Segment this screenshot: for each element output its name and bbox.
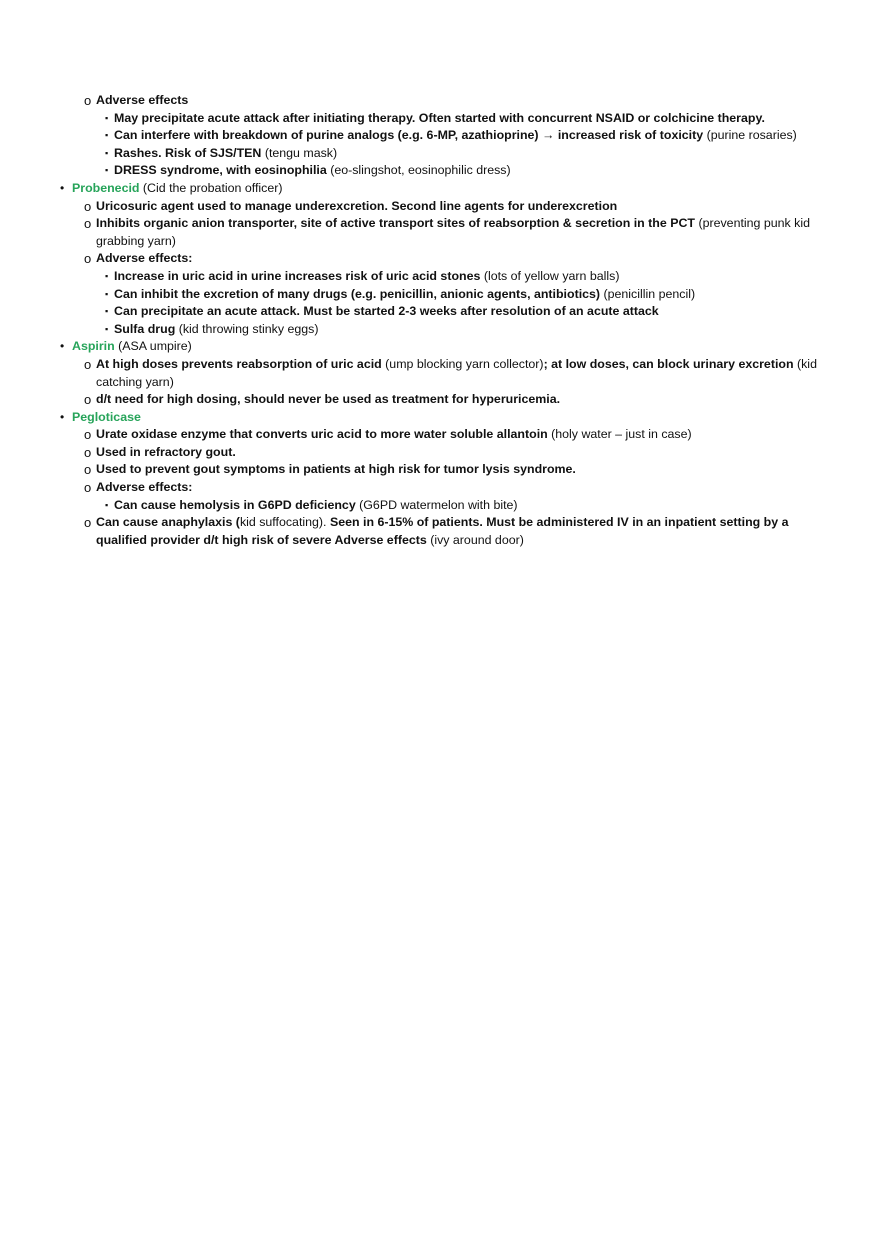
adverse-effects-heading: o Adverse effects: <box>84 480 193 496</box>
drug-heading-probenecid: • Probenecid (Cid the probation officer) <box>58 180 832 198</box>
adverse-effects-heading: o Adverse effects: <box>84 251 193 267</box>
circle-bullet-icon: o <box>84 392 92 408</box>
square-bullet-icon: ▪ <box>105 306 109 317</box>
drug-name: Pegloticase <box>72 409 141 424</box>
list-item: o Urate oxidase enzyme that converts uric acid to more water soluble allantoin (holy water – just in case) <box>84 427 692 443</box>
list-item: ▪ DRESS syndrome, with eosinophilia (eo-slingshot, eosinophilic dress) <box>58 162 832 180</box>
list-item: ▪ May precipitate acute attack after initiating therapy. Often started with concurrent NSAID or colchicine therapy. <box>58 110 832 128</box>
list-item-continuation: catching yarn) <box>96 374 174 389</box>
disc-bullet-icon: • <box>60 409 65 424</box>
square-bullet-icon: ▪ <box>105 323 109 334</box>
circle-bullet-icon: o <box>84 216 92 232</box>
square-bullet-icon: ▪ <box>105 165 109 176</box>
list-item: ▪ Increase in uric acid in urine increases risk of uric acid stones (lots of yellow yarn balls) <box>58 268 832 286</box>
list-item: ▪ Can inhibit the excretion of many drugs (e.g. penicillin, anionic agents, antibiotics) (penicillin pencil) <box>58 286 832 304</box>
square-bullet-icon: ▪ <box>105 270 109 281</box>
list-item: o Used to prevent gout symptoms in patients at high risk for tumor lysis syndrome. <box>84 462 576 478</box>
square-bullet-icon: ▪ <box>105 288 109 299</box>
circle-bullet-icon: o <box>84 251 92 267</box>
list-item: ▪ Can precipitate an acute attack. Must be started 2-3 weeks after resolution of an acute attack <box>58 303 832 321</box>
list-item: o Used in refractory gout. <box>84 444 236 460</box>
list-item: o Inhibits organic anion transporter, site of active transport sites of reabsorption & secretion in the PCT (preventing punk kid <box>84 216 811 232</box>
list-item: ▪ Can cause hemolysis in G6PD deficiency (G6PD watermelon with bite) <box>58 497 832 515</box>
square-bullet-icon: ▪ <box>105 147 109 158</box>
circle-bullet-icon: o <box>84 444 92 460</box>
list-item: ▪ Sulfa drug (kid throwing stinky eggs) <box>58 321 832 339</box>
drug-name: Aspirin <box>72 339 115 354</box>
disc-bullet-icon: • <box>60 339 65 354</box>
square-bullet-icon: ▪ <box>105 112 109 123</box>
drug-heading-aspirin: • Aspirin (ASA umpire) <box>58 338 832 356</box>
list-item: o Can cause anaphylaxis (kid suffocating). Seen in 6-15% of patients. Must be administered IV in an inpatient setting by a <box>84 515 789 531</box>
list-item-continuation: grabbing yarn) <box>96 233 176 248</box>
circle-bullet-icon: o <box>84 356 92 372</box>
disc-bullet-icon: • <box>60 180 65 195</box>
circle-bullet-icon: o <box>84 427 92 443</box>
adverse-effects-heading: o Adverse effects <box>84 93 189 108</box>
notes-content <box>58 92 832 549</box>
drug-name: Probenecid <box>72 180 140 195</box>
list-item: ▪ Rashes. Risk of SJS/TEN (tengu mask) <box>58 145 832 163</box>
list-item: o At high doses prevents reabsorption of uric acid (ump blocking yarn collector); at low doses, can block urinary excretion (kid <box>84 356 817 372</box>
list-item: o d/t need for high dosing, should never be used as treatment for hyperuricemia. <box>84 392 561 408</box>
circle-bullet-icon: o <box>84 480 92 496</box>
list-item: o Uricosuric agent used to manage underexcretion. Second line agents for underexcretion <box>84 198 618 214</box>
list-item: ▪ Can interfere with breakdown of purine analogs (e.g. 6-MP, azathioprine) → increased risk of toxicity (purine rosaries) <box>58 127 832 145</box>
circle-bullet-icon: o <box>84 515 92 531</box>
circle-bullet-icon: o <box>84 93 92 108</box>
square-bullet-icon: ▪ <box>105 130 109 141</box>
circle-bullet-icon: o <box>84 462 92 478</box>
list-item-continuation: qualified provider d/t high risk of severe Adverse effects (ivy around door) <box>96 532 524 547</box>
drug-heading-pegloticase <box>58 409 832 427</box>
square-bullet-icon: ▪ <box>105 499 109 510</box>
circle-bullet-icon: o <box>84 198 92 214</box>
